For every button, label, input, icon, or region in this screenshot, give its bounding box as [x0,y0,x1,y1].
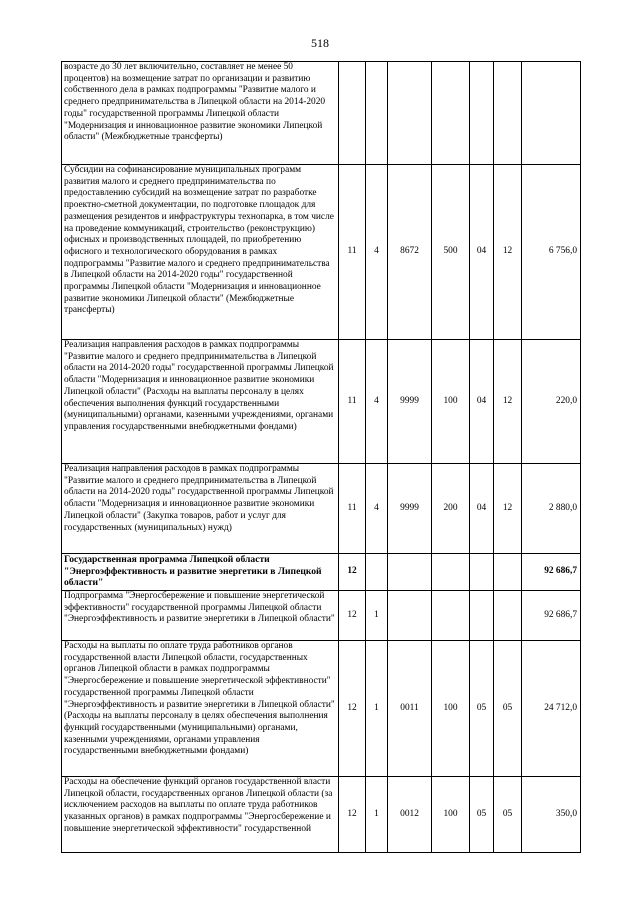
program-code-cell: 11 [339,340,366,464]
table-row [62,591,581,641]
subsection-cell [494,554,522,591]
amount-cell: 24 712,0 [522,641,581,777]
row-description: возрасте до 30 лет включительно, составляет не менее 50 процентов) на возмещение затрат по организации и развитию собственного дела в рамках подпрограммы "Развитие малого и среднего предпринимательства в Липецкой области на 2014-2020 годы" государственной программы Липецкой области "Модернизация и инновационное развитие экономики Липецкой области" (Межбюджетные трансферты) [62,62,339,165]
subsection-cell: 12 [494,464,522,554]
expense-type-cell [432,591,470,641]
row-description: Государственная программа Липецкой области "Энергоэффективность и развитие энергетики в Липецкой области" [62,554,339,591]
section-cell: 04 [470,340,494,464]
table-row [62,777,581,853]
section-cell: 04 [470,165,494,340]
subprogram-code-cell: 4 [366,464,388,554]
direction-code-cell: 9999 [388,340,432,464]
subsection-cell: 12 [494,340,522,464]
table-row-program-total [62,554,581,591]
expense-type-cell: 100 [432,641,470,777]
row-description: Расходы на обеспечение функций органов государственной власти Липецкой области, государственных органов Липецкой области (за исключением расходов на выплаты по оплате труда работников указанных органов) в рамках подпрограммы "Энергосбережение и повышение энергетической эффективности" государственной [62,777,339,853]
subsection-cell: 05 [494,641,522,777]
subsection-cell [494,62,522,165]
table-row [62,340,581,464]
direction-code-cell: 0012 [388,777,432,853]
subsection-cell: 12 [494,165,522,340]
program-code-cell: 11 [339,165,366,340]
expense-type-cell: 500 [432,165,470,340]
expense-type-cell [432,62,470,165]
amount-cell: 220,0 [522,340,581,464]
section-cell: 05 [470,777,494,853]
direction-code-cell [388,62,432,165]
page-number: 518 [311,36,329,50]
expense-type-cell: 100 [432,340,470,464]
table-row [62,641,581,777]
section-cell [470,62,494,165]
direction-code-cell: 9999 [388,464,432,554]
program-code-cell: 11 [339,464,366,554]
section-cell [470,554,494,591]
row-description: Подпрограмма "Энергосбережение и повышение энергетической эффективности" государственной программы Липецкой области "Энергоэффективность и развитие энергетики в Липецкой области" [62,591,339,641]
row-description: Субсидии на софинансирование муниципальных программ развития малого и среднего предпринимательства по предоставлению субсидий на возмещение затрат по разработке проектно-сметной документации, по подготовке площадок для размещения резидентов и инфраструктуры технопарка, в том числе на проведение коммуникаций, строительство (реконструкцию) офисных и производственных площадей, по приобретению офисного и технологического оборудования в рамках подпрограммы "Развитие малого и среднего предпринимательства в Липецкой области на 2014-2020 годы" государственной программы Липецкой области "Модернизация и инновационное развитие экономики Липецкой области" (Межбюджетные трансферты) [62,165,339,340]
row-description: Реализация направления расходов в рамках подпрограммы "Развитие малого и среднего предпринимательства в Липецкой области на 2014-2020 годы" государственной программы Липецкой области "Модернизация и инновационное развитие экономики Липецкой области" (Расходы на выплаты персоналу в целях обеспечения выполнения функций государственными (муниципальными) органами, казенными учреждениями, органами управления государственными внебюджетными фондами) [62,340,339,464]
row-description: Реализация направления расходов в рамках подпрограммы "Развитие малого и среднего предпринимательства в Липецкой области на 2014-2020 годы" государственной программы Липецкой области "Модернизация и инновационное развитие экономики Липецкой области" (Закупка товаров, работ и услуг для государственных (муниципальных) нужд) [62,464,339,554]
subsection-cell: 05 [494,777,522,853]
amount-cell: 92 686,7 [522,554,581,591]
expense-type-cell [432,554,470,591]
program-code-cell: 12 [339,591,366,641]
amount-cell [522,62,581,165]
direction-code-cell: 0011 [388,641,432,777]
program-code-cell [339,62,366,165]
table-row [62,165,581,340]
subprogram-code-cell: 4 [366,340,388,464]
amount-cell: 2 880,0 [522,464,581,554]
direction-code-cell: 8672 [388,165,432,340]
direction-code-cell [388,591,432,641]
amount-cell: 350,0 [522,777,581,853]
direction-code-cell [388,554,432,591]
subprogram-code-cell: 4 [366,165,388,340]
subprogram-code-cell: 1 [366,777,388,853]
section-cell [470,591,494,641]
amount-cell: 92 686,7 [522,591,581,641]
expense-type-cell: 200 [432,464,470,554]
program-code-cell: 12 [339,554,366,591]
section-cell: 04 [470,464,494,554]
table-row [62,62,581,165]
expense-type-cell: 100 [432,777,470,853]
program-code-cell: 12 [339,777,366,853]
subprogram-code-cell: 1 [366,641,388,777]
amount-cell: 6 756,0 [522,165,581,340]
subprogram-code-cell [366,62,388,165]
subsection-cell [494,591,522,641]
subprogram-code-cell [366,554,388,591]
subprogram-code-cell: 1 [366,591,388,641]
program-code-cell: 12 [339,641,366,777]
budget-table [61,61,581,853]
row-description: Расходы на выплаты по оплате труда работников органов государственной власти Липецкой области, государственных органов Липецкой области в рамках подпрограммы "Энергосбережение и повышение энергетической эффективности" государственной программы Липецкой области "Энергоэффективность и развитие энергетики в Липецкой области" (Расходы на выплаты персоналу в целях обеспечения выполнения функций государственными (муниципальными) органами, казенными учреждениями, органами управления государственными внебюджетными фондами) [62,641,339,777]
table-row [62,464,581,554]
section-cell: 05 [470,641,494,777]
